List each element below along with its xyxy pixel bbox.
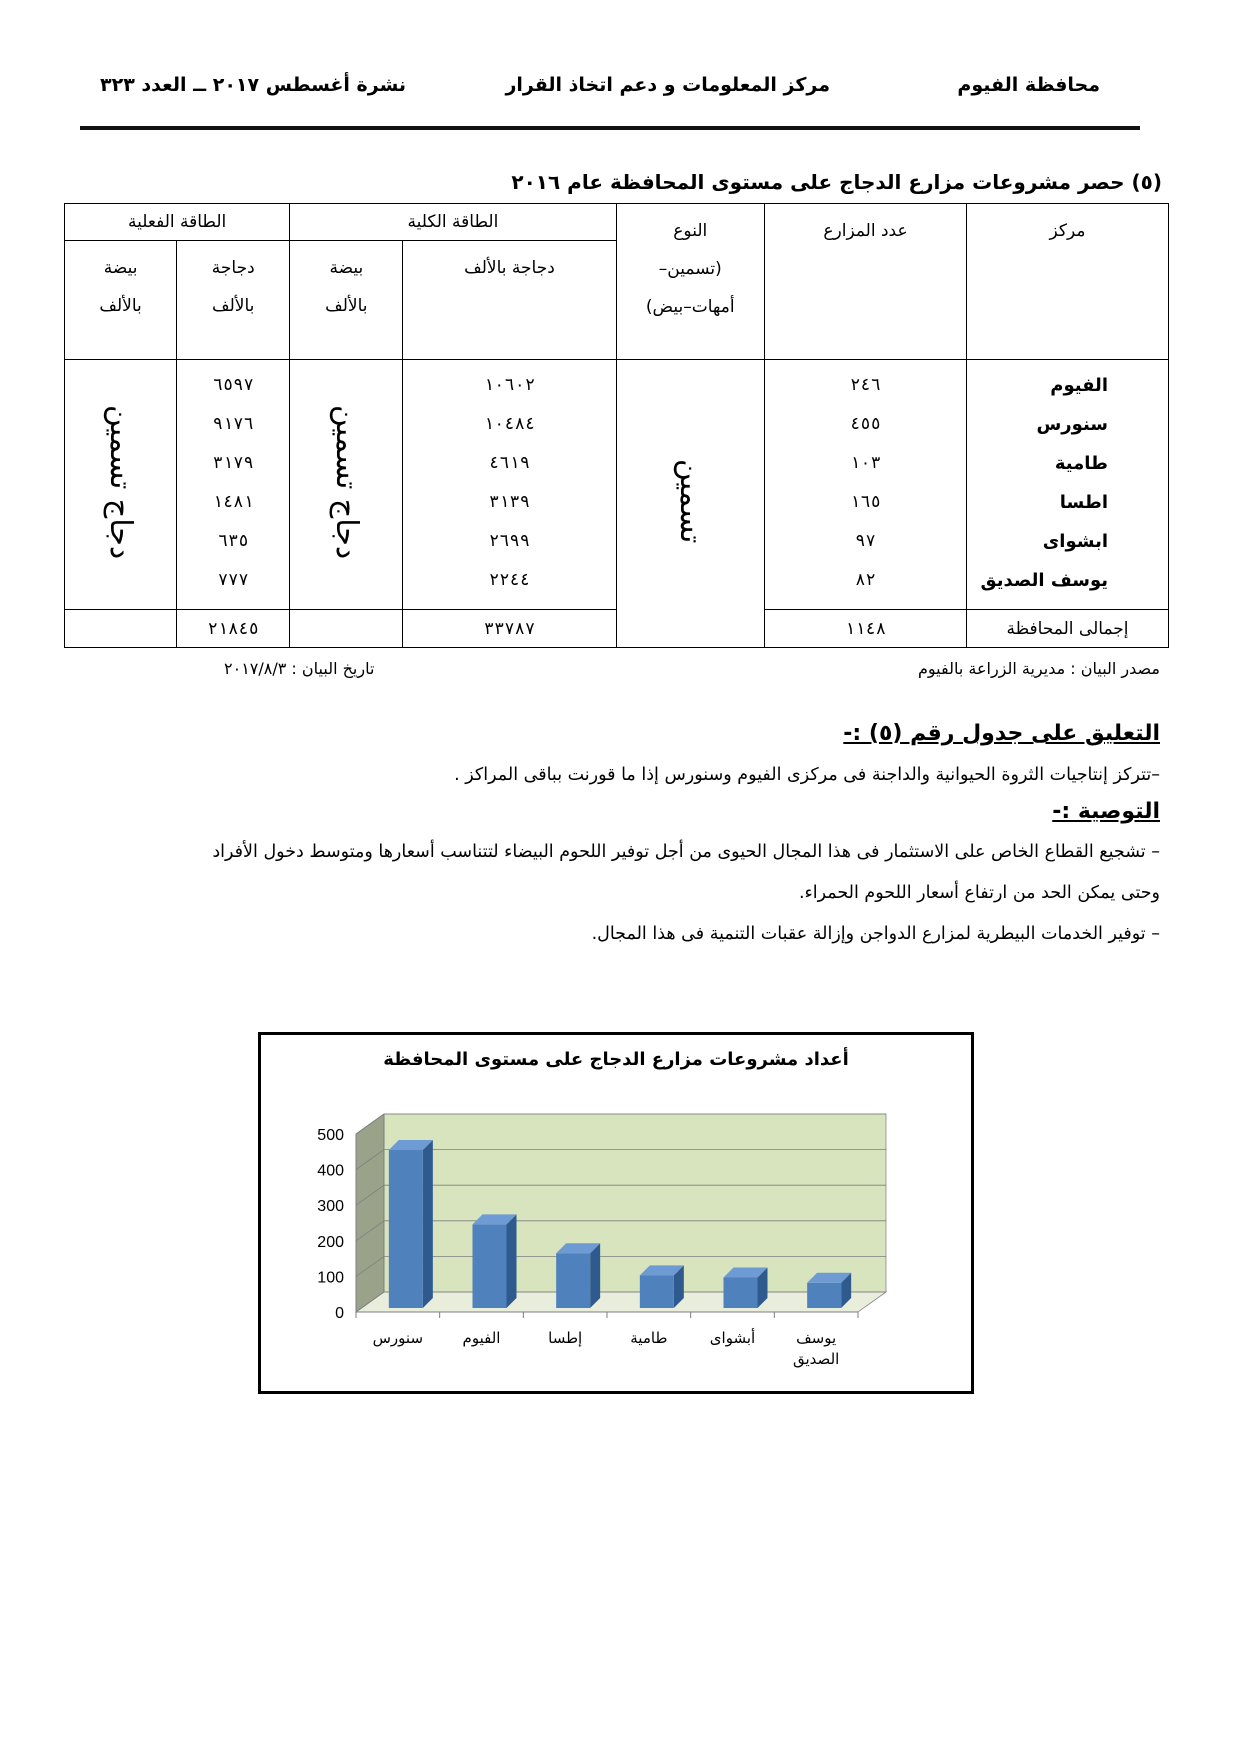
bar [724,1277,758,1308]
recommendation-line-3: – توفير الخدمات البيطرية لمزارع الدواجن وإزالة عقبات التنمية فى هذا المجال. [591,924,1160,944]
x-tick-label: سنورس [372,1329,424,1347]
total-label: إجمالى المحافظة [967,610,1169,648]
header-total-eggs: بيضة بالألف [290,241,403,360]
plot-side-wall [356,1114,384,1312]
data-source: مصدر البيان : مديرية الزراعة بالفيوم [917,659,1160,678]
y-tick-label: 200 [317,1233,344,1251]
data-date: تاريخ البيان : ٢٠١٧/٨/٣ [224,659,375,678]
x-tick-label: يوسف [796,1329,837,1347]
district-column [967,360,1169,610]
total-chickens-column: ١٠٦٠٢ ١٠٤٨٤ ٤٦١٩ ٣١٣٩ ٢٦٩٩ ٢٢٤٤ [403,360,616,610]
header-actual-eggs: بيضة بالألف [65,241,177,360]
header-actual-chickens: دجاجة بالألف [177,241,290,360]
bar-side [423,1140,433,1308]
actual-chickens-column: ٦٥٩٧ ٩١٧٦ ٣١٧٩ ١٤٨١ ٦٣٥ ٧٧٧ [177,360,290,610]
chart-title: أعداد مشروعات مزارع الدجاج على مستوى المحافظة [383,1049,849,1070]
bar [640,1275,674,1308]
table-row: يوسف الصديق [980,570,1108,591]
total-actual-eggs [65,610,177,648]
x-tick-label: الفيوم [462,1329,501,1347]
bar-side [590,1243,600,1308]
table-row: الفيوم [1050,375,1108,396]
comment-heading: التعليق على جدول رقم (٥) :- [843,721,1160,746]
table-row: طامية [1054,453,1108,474]
type-cell: تسمين [616,360,764,648]
total-eggs-cell: دجاج تسمين [290,360,403,610]
bar [473,1224,507,1308]
header-issue: نشرة أغسطس ٢٠١٧ ــ العدد ٣٢٣ [100,74,407,96]
header-district: مركز [967,204,1169,360]
header-type: النوع (تسمين– أمهات–بيض) [616,204,764,360]
table-row: سنورس [1036,414,1108,435]
total-farms: ١١٤٨ [765,610,967,648]
plot-back-wall [384,1114,886,1292]
actual-eggs-cell: دجاج تسمين [65,360,177,610]
header-farm-count: عدد المزارع [765,204,967,360]
header-governorate: محافظة الفيوم [957,74,1100,96]
table-row: اطسا [1059,492,1108,513]
y-tick-label: 500 [317,1127,344,1144]
page-header [80,74,1140,104]
recommendation-line-2: وحتى يمكن الحد من ارتفاع أسعار اللحوم الحمراء. [798,883,1160,903]
y-tick-label: 100 [317,1269,344,1287]
comment-text: –تتركز إنتاجيات الثروة الحيوانية والداجنة فى مركزى الفيوم وسنورس إذا ما قورنت بباقى المراكز . [454,765,1160,785]
bar-side [507,1214,517,1308]
x-tick-label: إطسا [548,1329,583,1347]
chart-canvas [261,1035,971,1391]
y-tick-label: 400 [317,1162,344,1180]
y-tick-label: 0 [335,1305,344,1322]
x-tick-label: طامية [630,1329,668,1347]
header-total-chickens: دجاجة بالألف [403,241,616,360]
total-total-eggs [290,610,403,648]
total-total-chickens: ٣٣٧٨٧ [403,610,616,648]
y-tick-label: 300 [317,1198,344,1216]
bar [807,1283,841,1308]
x-tick-label: أبشواى [709,1329,756,1347]
recommendation-heading: التوصية :- [1052,799,1160,824]
source-line [64,659,1166,683]
poultry-farms-table [64,203,1169,648]
header-center-name: مركز المعلومات و دعم اتخاذ القرار [505,74,830,96]
recommendation-line-1: – تشجيع القطاع الخاص على الاستثمار فى هذا المجال الحيوى من أجل توفير اللحوم البيضاء لتتناسب أسعارها ومتوسط دخول الأفراد [212,842,1160,862]
header-actual-capacity: الطاقة الفعلية [65,204,290,241]
header-rule [80,126,1140,130]
bar [556,1253,590,1308]
table-row: ابشواى [1042,531,1108,552]
plot-floor [356,1292,886,1312]
table-title: (٥) حصر مشروعات مزارع الدجاج على مستوى المحافظة عام ٢٠١٦ [511,170,1162,194]
header-total-capacity: الطاقة الكلية [290,204,616,241]
bar [389,1150,423,1308]
total-actual-chickens: ٢١٨٤٥ [177,610,290,648]
farms-bar-chart [258,1032,974,1394]
farm-count-column: ٢٤٦ ٤٥٥ ١٠٣ ١٦٥ ٩٧ ٨٢ [765,360,967,610]
x-tick-label: الصديق [793,1350,840,1368]
